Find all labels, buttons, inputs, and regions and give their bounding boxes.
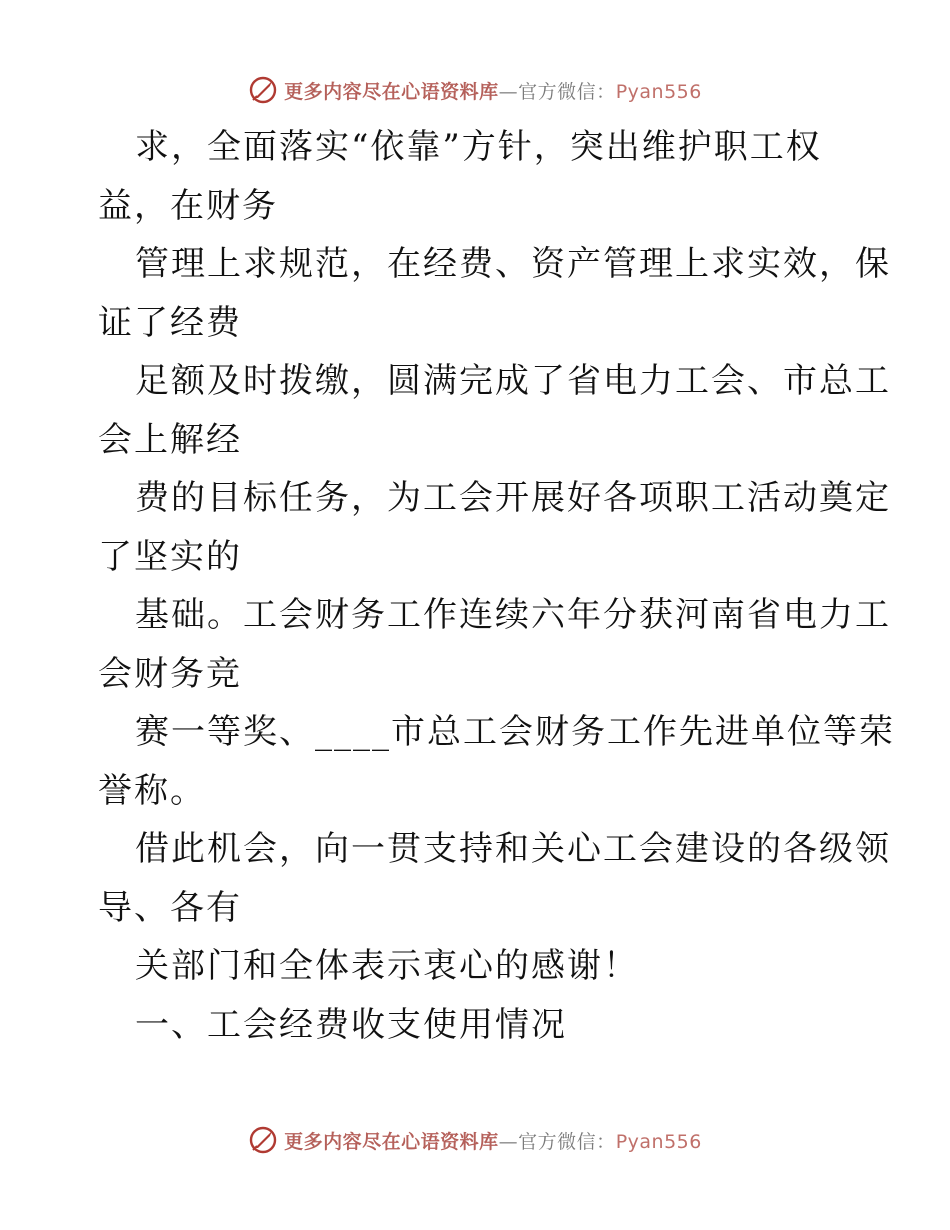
body-line: 了坚实的 (98, 536, 242, 577)
quill-logo-icon (248, 1125, 278, 1155)
body-line: 借此机会，向一贯支持和关心工会建设的各级领 (135, 829, 891, 869)
body-line: 求，全面落实“依靠”方针，突出维护职工权 (135, 127, 822, 167)
body-line: 赛一等奖、____市总工会财务工作先进单位等荣 (135, 712, 895, 752)
header-wechat-id: Pyan556 (615, 80, 702, 103)
body-line: 费的目标任务，为工会开展好各项职工活动奠定 (135, 478, 891, 518)
body-line: 管理上求规范，在经费、资产管理上求实效，保 (135, 244, 891, 284)
body-line: 基础。工会财务工作连续六年分获河南省电力工 (135, 595, 891, 635)
body-line: 会上解经 (98, 419, 242, 460)
footer-separator: — (498, 1130, 519, 1153)
header-brand: 更多内容尽在心语资料库 (284, 80, 499, 103)
body-line: 誉称。 (98, 770, 206, 811)
header-separator: — (498, 80, 519, 103)
body-line: 导、各有 (98, 887, 242, 928)
header-wechat-label: 官方微信： (518, 80, 616, 103)
footer-brand: 更多内容尽在心语资料库 (284, 1130, 499, 1153)
header-banner (0, 70, 950, 110)
body-line: 益，在财务 (98, 185, 278, 226)
body-line: 会财务竞 (98, 653, 242, 694)
header-text (284, 77, 702, 104)
document-body (98, 118, 895, 1054)
section-heading: 一、工会经费收支使用情况 (135, 1004, 567, 1045)
body-line: 关部门和全体表示衷心的感谢！ (135, 946, 639, 986)
quill-logo-icon (248, 75, 278, 105)
footer-banner (0, 1120, 950, 1160)
footer-wechat-id: Pyan556 (615, 1130, 702, 1153)
body-line: 足额及时拨缴，圆满完成了省电力工会、市总工 (135, 361, 891, 401)
body-line: 证了经费 (98, 302, 242, 343)
footer-text (284, 1127, 702, 1154)
footer-wechat-label: 官方微信： (518, 1130, 616, 1153)
